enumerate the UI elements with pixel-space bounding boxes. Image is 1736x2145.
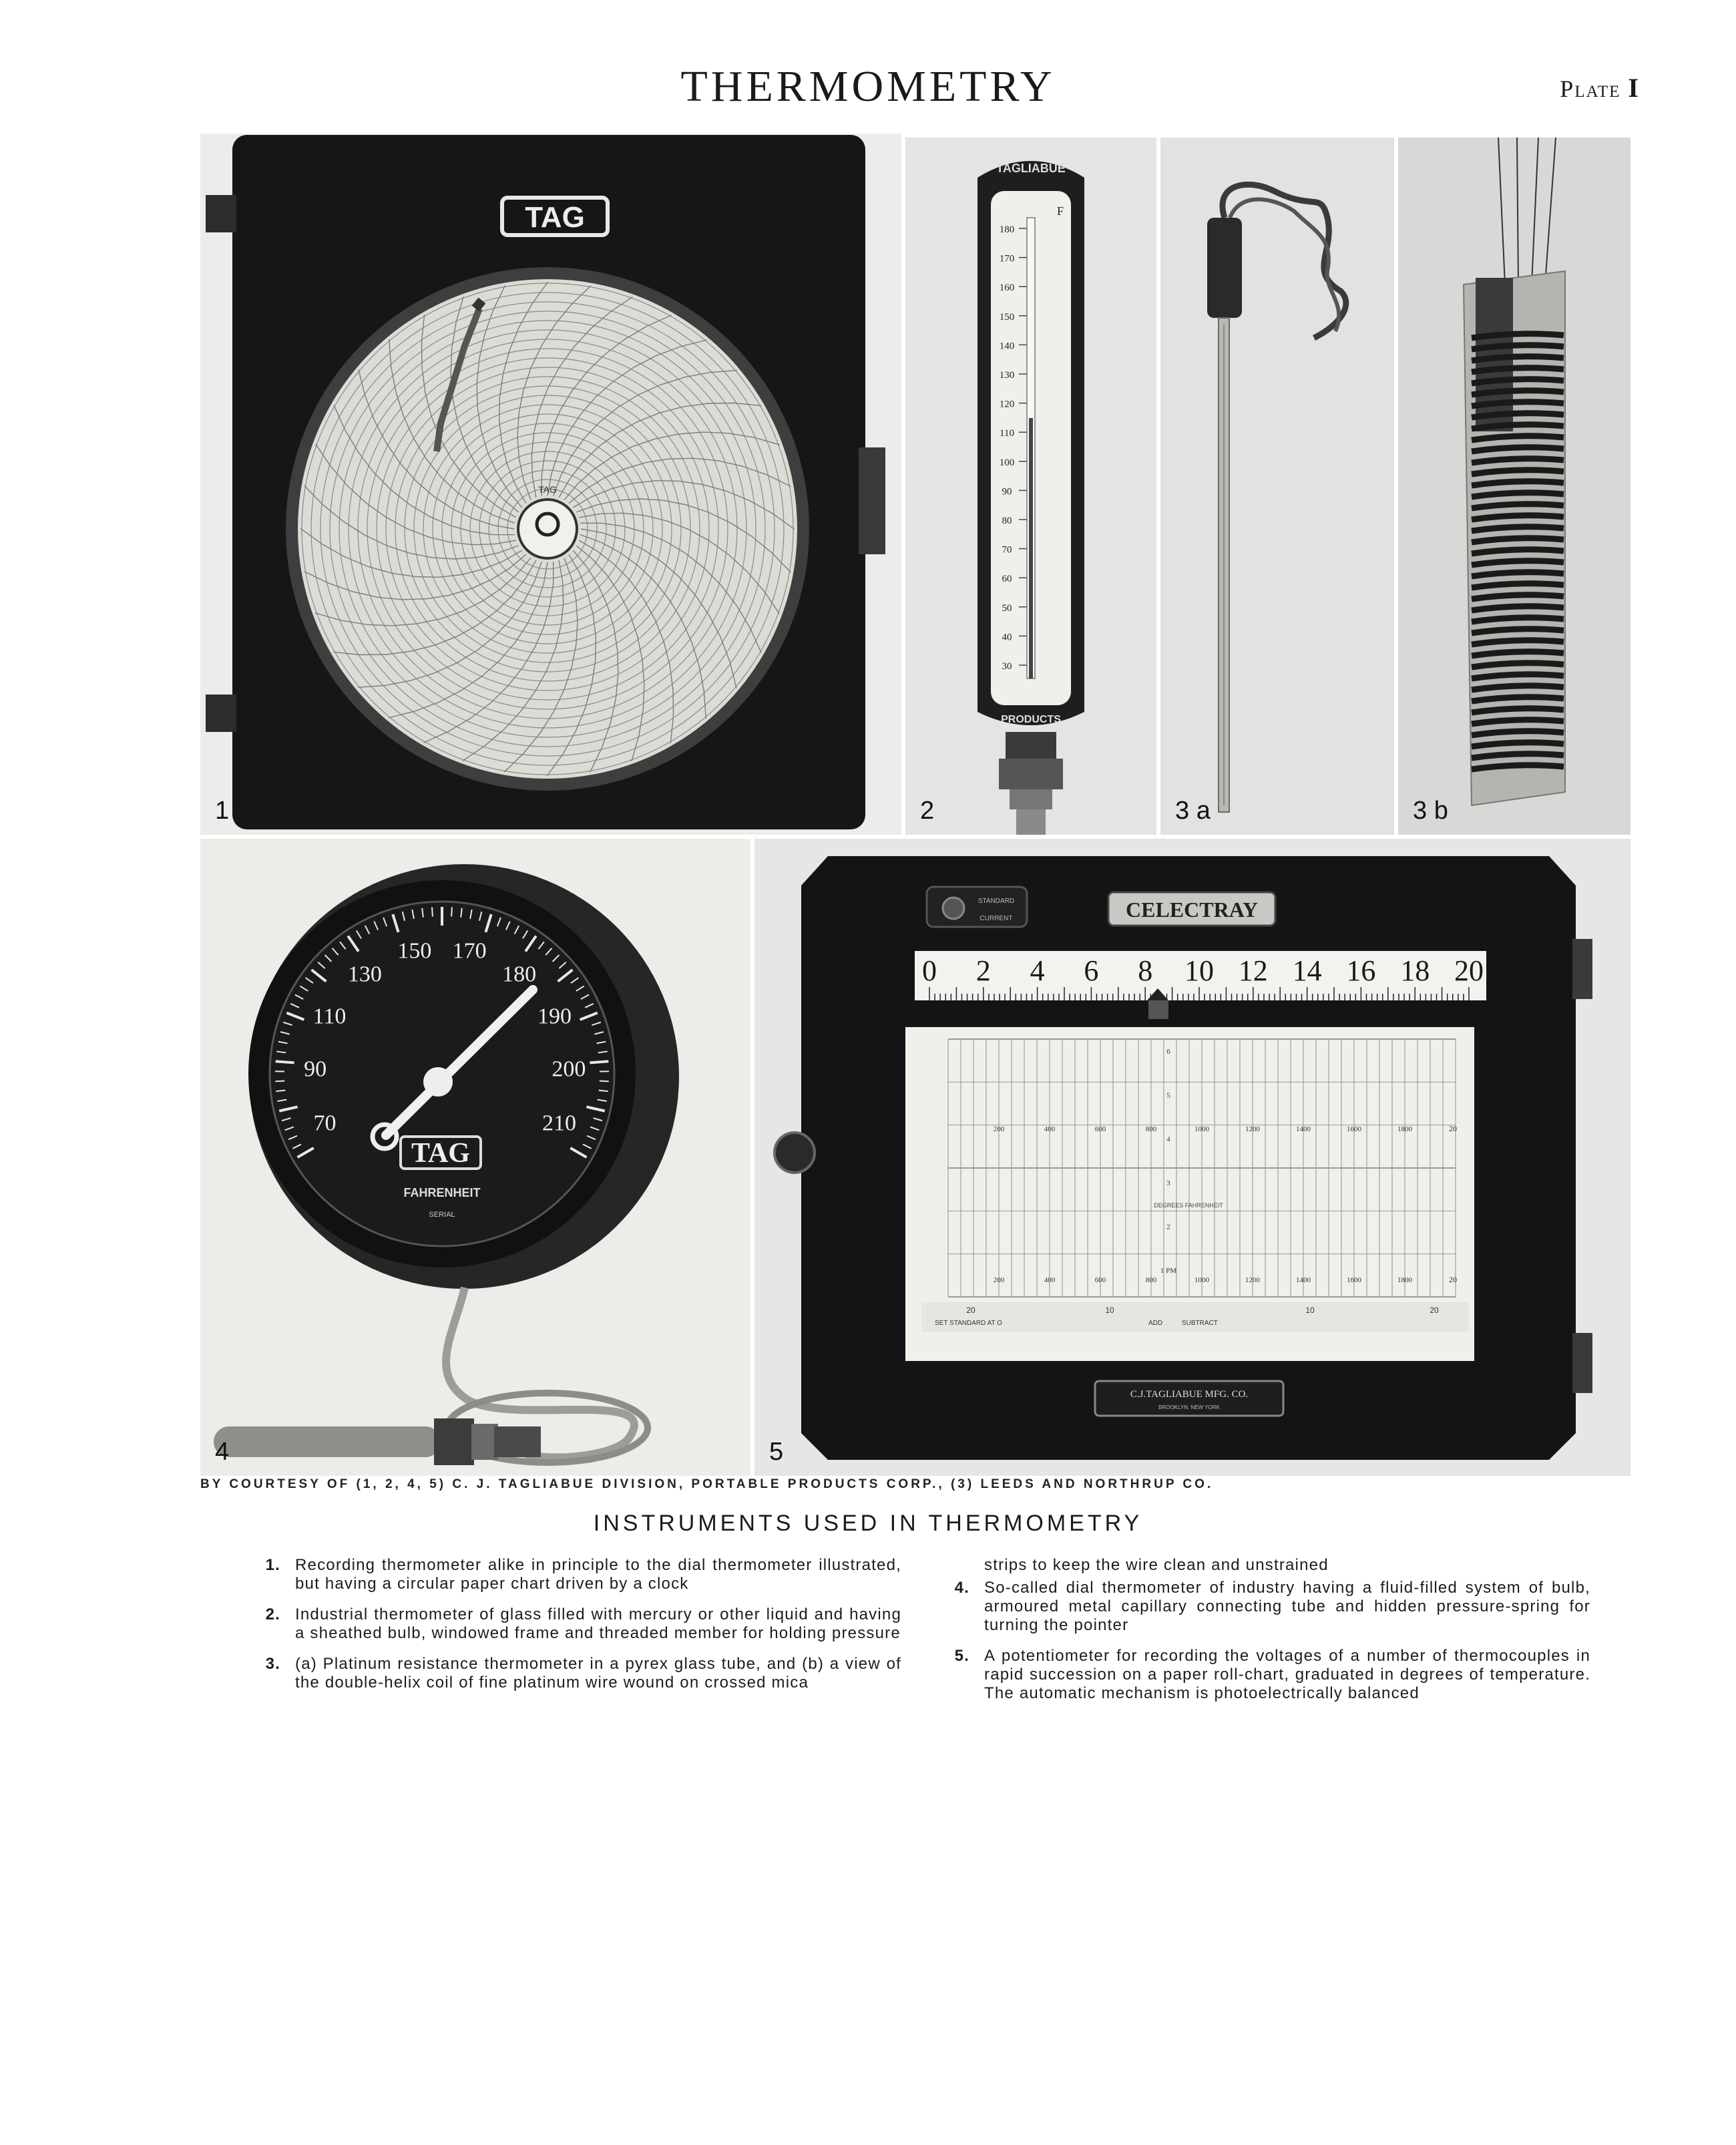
standard-scale-left: 20 — [966, 1306, 975, 1315]
caption-text: A potentiometer for recording the voltages of a number of thermocouples in rapid succession on a paper roll-chart, graduated in degrees of temperature. The automatic mechanism is photoelectrically balanced — [984, 1647, 1590, 1702]
chart-column-label: 1400 — [1296, 1125, 1311, 1133]
resistance-thermometer-illustration — [1160, 138, 1394, 835]
coil-illustration — [1398, 138, 1631, 835]
knob-label-standard: STANDARD — [978, 898, 1015, 905]
figure-1-recording-thermometer — [200, 134, 901, 835]
chart-time-label: 2 — [1166, 1223, 1170, 1231]
caption-1 — [240, 1556, 901, 1593]
scale-number: 160 — [999, 282, 1015, 294]
dial-number: 130 — [347, 962, 382, 987]
maker-city: BROOKLYN, NEW YORK — [1158, 1404, 1220, 1410]
chart-column-label: 1400 — [1296, 1276, 1311, 1284]
scale-number: 6 — [1084, 954, 1099, 987]
chart-column-label: 1800 — [1397, 1276, 1412, 1284]
chart-time-label: 1 PM — [1160, 1267, 1177, 1275]
chart-legend: DEGREES FAHRENHEIT — [1154, 1202, 1223, 1209]
standard-scale-right-a: 10 — [1305, 1306, 1315, 1315]
plate-number — [1560, 72, 1640, 104]
plate-title: THERMOMETRY — [680, 62, 1056, 111]
chart-column-label: 800 — [1145, 1276, 1157, 1284]
figure-2-industrial-thermometer — [905, 138, 1156, 835]
scale-number: 4 — [1030, 954, 1045, 987]
scale-number: 150 — [999, 311, 1015, 323]
dial-thermometer-illustration — [200, 839, 750, 1476]
chart-center-mark: TAG — [538, 484, 557, 495]
standard-scale-right-b: 20 — [1430, 1306, 1439, 1315]
figure-4-dial-thermometer — [200, 839, 750, 1476]
caption-column-right — [929, 1556, 1590, 1715]
chart-column-label: 1200 — [1245, 1276, 1260, 1284]
dial-number: 90 — [304, 1056, 327, 1082]
scale-number: 2 — [975, 954, 991, 987]
dial-unit-text: FAHRENHEIT — [403, 1186, 481, 1199]
dial-number: 70 — [313, 1111, 337, 1136]
caption-number: 5. — [954, 1647, 969, 1665]
dial-number: 110 — [312, 1004, 347, 1029]
chart-column-label: 1000 — [1195, 1276, 1209, 1284]
chart-time-label: 3 — [1166, 1179, 1170, 1187]
scale-number: 30 — [1002, 661, 1012, 672]
chart-column-label: 600 — [1094, 1276, 1106, 1284]
standard-text: SET STANDARD AT O — [935, 1320, 1002, 1327]
dial-number: 210 — [542, 1111, 577, 1136]
scale-number: 130 — [999, 370, 1015, 381]
caption-number: 2. — [265, 1605, 280, 1623]
caption-text: Recording thermometer alike in principle to the dial thermometer illustrated, but having a circular paper chart driven by a clock — [295, 1556, 901, 1593]
caption-text: So-called dial thermometer of industry having a fluid-filled system of bulb, armoured metal capillary connecting tube and hidden pressure-spring for turning the pointer — [984, 1579, 1590, 1634]
figure-3b-platinum-coil — [1398, 138, 1631, 835]
chart-time-label: 4 — [1166, 1135, 1170, 1144]
chart-column-label: 1800 — [1397, 1125, 1412, 1133]
chart-time-label: 6 — [1166, 1048, 1170, 1056]
caption-3 — [240, 1655, 901, 1692]
chart-edge-label: 20 — [1449, 1124, 1457, 1133]
industrial-thermometer-illustration — [905, 138, 1156, 835]
scale-number: 70 — [1002, 544, 1012, 556]
maker-top-text: TAGLIABUE — [996, 162, 1066, 175]
scale-number: 18 — [1400, 954, 1430, 987]
chart-column-label: 600 — [1094, 1125, 1106, 1133]
scale-number: 10 — [1184, 954, 1214, 987]
chart-column-label: 200 — [993, 1125, 1005, 1133]
scale-number: 8 — [1138, 954, 1153, 987]
figure-label-3a: 3 a — [1175, 797, 1211, 825]
recorder-nameplate: CELECTRAY — [1126, 898, 1258, 922]
scale-number: 100 — [999, 457, 1015, 468]
plate-numeral: I — [1628, 73, 1640, 103]
chart-column-label: 1600 — [1347, 1125, 1361, 1133]
scale-number: 90 — [1002, 486, 1012, 498]
scale-number: 0 — [922, 954, 937, 987]
caption-2 — [240, 1605, 901, 1643]
chart-column-label: 400 — [1044, 1276, 1056, 1284]
scale-number: 180 — [999, 224, 1015, 235]
caption-3-continuation: strips to keep the wire clean and unstrained — [984, 1556, 1329, 1574]
dial-number: 200 — [552, 1056, 586, 1082]
caption-text: (a) Platinum resistance thermometer in a pyrex glass tube, and (b) a view of the double-helix coil of fine platinum wire wound on crossed mica — [295, 1655, 901, 1692]
tag-logo: TAG — [525, 201, 585, 234]
add-text: ADD — [1148, 1320, 1163, 1327]
figure-label-2: 2 — [920, 797, 935, 825]
scale-number: 170 — [999, 253, 1015, 264]
dial-brand: TAG — [411, 1138, 470, 1169]
dial-serial-label: SERIAL — [429, 1211, 455, 1219]
figure-5-potentiometer-recorder — [754, 839, 1631, 1476]
knob-label-current: CURRENT — [980, 915, 1013, 922]
chart-edge-label: 20 — [1449, 1275, 1457, 1284]
dial-number: 190 — [537, 1004, 572, 1029]
maker-bottom-text: PRODUCTS — [1001, 714, 1061, 725]
figure-label-5: 5 — [769, 1438, 784, 1466]
chart-column-label: 400 — [1044, 1125, 1056, 1133]
captions-heading: INSTRUMENTS USED IN THERMOMETRY — [593, 1511, 1143, 1536]
figure-3a-platinum-resistance-thermometer — [1160, 138, 1394, 835]
recorder-illustration — [200, 134, 901, 835]
scale-number: 14 — [1292, 954, 1322, 987]
dial-number: 150 — [397, 938, 432, 964]
unit-mark: F — [1056, 204, 1064, 218]
scale-number: 12 — [1238, 954, 1268, 987]
subtract-text: SUBTRACT — [1182, 1320, 1218, 1327]
figure-label-4: 4 — [215, 1438, 230, 1466]
scale-number: 140 — [999, 341, 1015, 352]
caption-number: 4. — [954, 1579, 969, 1597]
chart-column-label: 1000 — [1195, 1125, 1209, 1133]
figure-label-3b: 3 b — [1413, 797, 1448, 825]
scale-number: 20 — [1454, 954, 1484, 987]
potentiometer-illustration — [754, 839, 1631, 1476]
maker-plate: C.J.TAGLIABUE MFG. CO. — [1130, 1389, 1249, 1400]
chart-time-label: 5 — [1166, 1091, 1170, 1100]
caption-text: Industrial thermometer of glass filled with mercury or other liquid and having a sheathed bulb, windowed frame and threaded member for holding pressure — [295, 1605, 901, 1642]
plate-word: Plate — [1560, 75, 1621, 102]
dial-number: 180 — [502, 962, 537, 987]
figure-label-1: 1 — [215, 797, 230, 825]
scale-number: 16 — [1346, 954, 1376, 987]
photo-credit: BY COURTESY OF (1, 2, 4, 5) C. J. TAGLIABUE DIVISION, PORTABLE PRODUCTS CORP., (3) LEEDS AND NORTHRUP CO. — [200, 1477, 1214, 1491]
scale-number: 120 — [999, 399, 1015, 410]
chart-column-label: 800 — [1145, 1125, 1157, 1133]
chart-column-label: 200 — [993, 1276, 1005, 1284]
caption-column-left — [240, 1556, 901, 1704]
caption-4 — [929, 1579, 1590, 1635]
scale-number: 110 — [1000, 428, 1014, 439]
scale-number: 80 — [1002, 516, 1012, 526]
scale-number: 50 — [1002, 602, 1012, 614]
caption-number: 1. — [265, 1556, 280, 1574]
scale-number: 60 — [1002, 574, 1012, 585]
caption-number: 3. — [265, 1655, 280, 1673]
dial-number: 170 — [452, 938, 487, 964]
caption-5 — [929, 1647, 1590, 1703]
chart-column-label: 1200 — [1245, 1125, 1260, 1133]
chart-column-label: 1600 — [1347, 1276, 1361, 1284]
standard-scale-mid: 10 — [1105, 1306, 1114, 1315]
scale-number: 40 — [1002, 632, 1012, 643]
